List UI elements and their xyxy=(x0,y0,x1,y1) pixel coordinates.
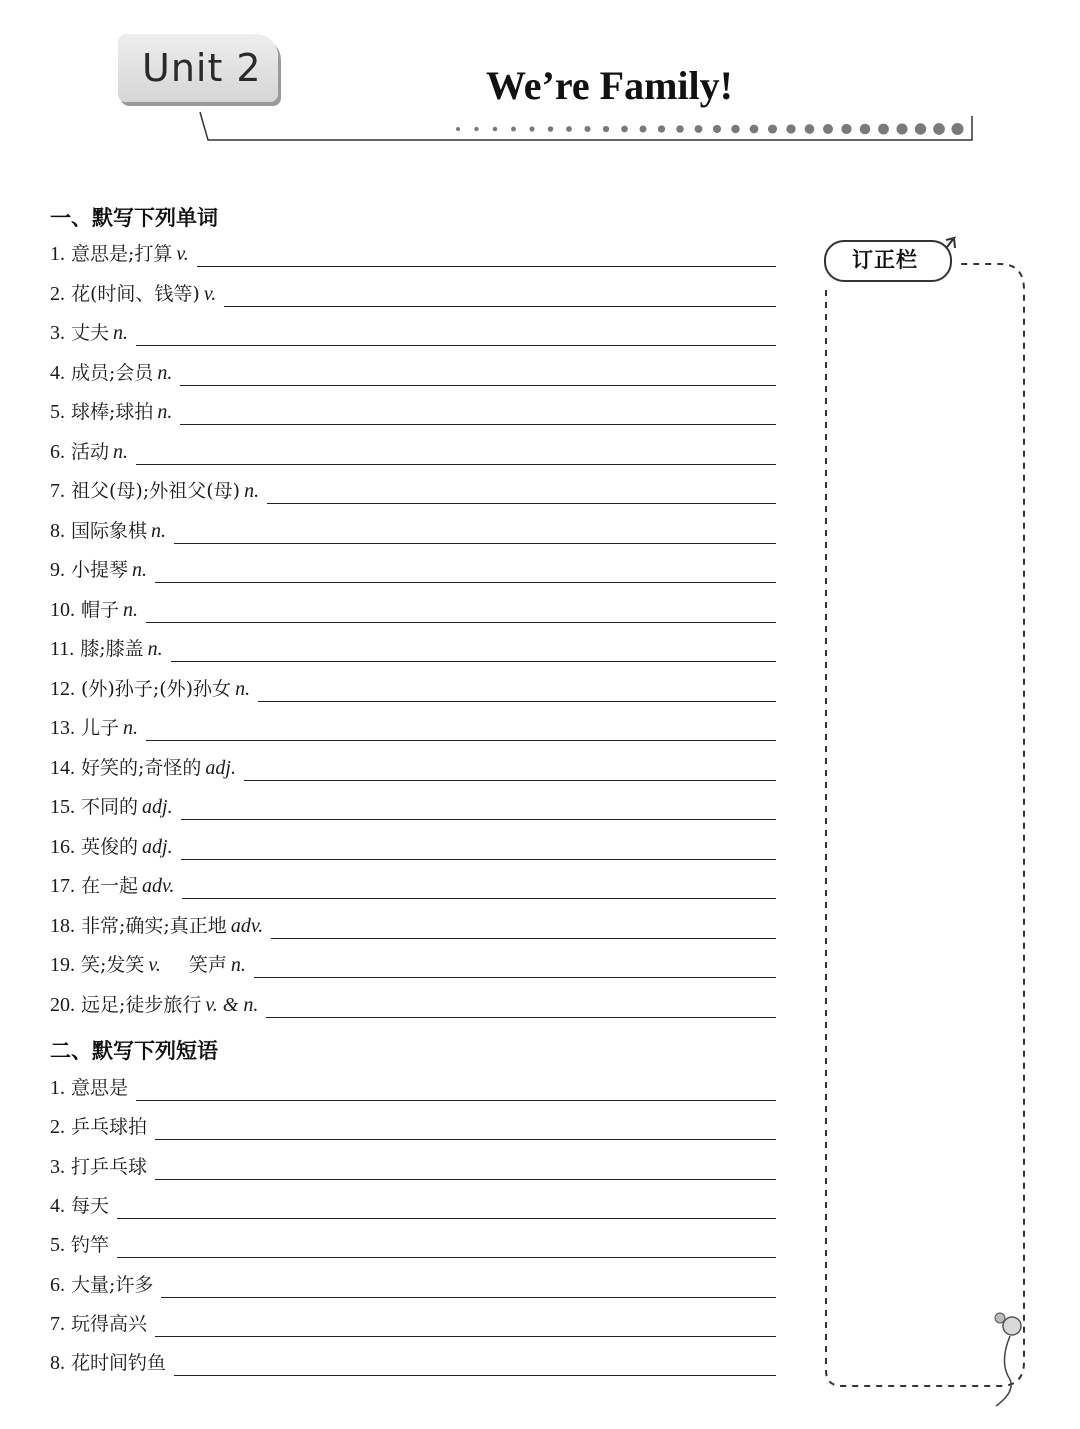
list-item xyxy=(50,1306,147,1336)
dot xyxy=(493,127,498,132)
answer-line[interactable] xyxy=(155,1139,776,1140)
item-part-of-speech: n. xyxy=(244,480,260,502)
answer-line[interactable] xyxy=(266,1017,776,1018)
dot xyxy=(695,125,703,133)
list-item xyxy=(50,868,174,898)
answer-line[interactable] xyxy=(146,740,776,741)
item-chinese: 意思是 xyxy=(71,1077,129,1099)
dot xyxy=(566,126,572,132)
item-number: 3. xyxy=(50,1155,65,1178)
dot xyxy=(456,127,460,131)
dot xyxy=(878,124,889,135)
item-part-of-speech: n. xyxy=(151,519,167,542)
item-number: 8. xyxy=(50,519,65,542)
item-part-of-speech: v. xyxy=(203,282,217,305)
answer-line[interactable] xyxy=(171,661,776,662)
dot xyxy=(933,123,945,135)
list-item xyxy=(50,710,138,740)
item-chinese: 乒乓球拍 xyxy=(71,1116,148,1139)
item-chinese: 钓竿 xyxy=(71,1234,110,1257)
item-chinese: 国际象棋 xyxy=(71,519,148,542)
item-chinese: 好笑的;奇怪的 xyxy=(81,756,202,779)
item-number: 10. xyxy=(50,598,75,621)
list-item xyxy=(50,513,166,543)
list-item xyxy=(50,276,216,306)
item-chinese: 成员;会员 xyxy=(71,361,154,384)
answer-line[interactable] xyxy=(258,701,776,702)
correction-label: 订正栏 xyxy=(852,248,918,272)
dot xyxy=(860,124,871,135)
answer-line[interactable] xyxy=(146,622,776,623)
dot xyxy=(786,124,795,133)
list-item xyxy=(50,592,138,622)
list-item xyxy=(50,236,189,266)
list-item xyxy=(50,473,259,503)
item-number: 7. xyxy=(50,1312,65,1335)
item-part-of-speech: n. xyxy=(132,559,148,581)
item-chinese: 丈夫 xyxy=(71,322,110,344)
list-item xyxy=(50,631,163,661)
answer-line[interactable] xyxy=(267,503,776,504)
item-number: 11. xyxy=(50,638,75,660)
dot xyxy=(731,125,739,133)
item-part-of-speech: n. xyxy=(113,322,129,344)
item-number: 6. xyxy=(50,440,65,463)
item-number: 12. xyxy=(50,677,75,700)
item-part-of-speech: n. xyxy=(147,638,163,660)
answer-line[interactable] xyxy=(136,1100,776,1101)
list-item xyxy=(50,829,173,859)
list-item xyxy=(50,434,128,464)
item-number: 18. xyxy=(50,914,75,937)
dot xyxy=(823,124,833,134)
dot xyxy=(584,126,590,132)
item-number: 14. xyxy=(50,756,75,779)
answer-line[interactable] xyxy=(254,977,776,978)
dot xyxy=(915,123,926,134)
list-item xyxy=(50,552,147,582)
correction-box xyxy=(826,264,1024,1386)
answer-line[interactable] xyxy=(181,819,776,820)
item-part-of-speech: adv. xyxy=(142,875,175,897)
list-item xyxy=(50,1267,153,1297)
item-chinese: 在一起 xyxy=(81,875,139,897)
item-number: 13. xyxy=(50,717,75,739)
answer-line[interactable] xyxy=(224,306,776,307)
answer-line[interactable] xyxy=(181,859,776,860)
list-item xyxy=(50,1345,166,1375)
item-part-of-speech: n. xyxy=(235,677,251,700)
item-number: 20. xyxy=(50,993,75,1016)
item-chinese: 非常;确实;真正地 xyxy=(81,914,227,937)
item-chinese: 祖父(母);外祖父(母) xyxy=(71,480,241,502)
item-number: 8. xyxy=(50,1352,65,1375)
item-chinese: 每天 xyxy=(71,1194,110,1217)
dot xyxy=(548,126,553,131)
item-part-of-speech: adv. xyxy=(230,914,264,937)
item-number: 16. xyxy=(50,835,75,858)
answer-line[interactable] xyxy=(180,424,776,425)
dot xyxy=(658,125,665,132)
item-chinese: 意思是;打算 xyxy=(71,243,173,265)
header-dots-decoration xyxy=(456,123,964,135)
list-item xyxy=(50,394,172,424)
section-1-title: 一、默写下列单词 xyxy=(50,206,218,230)
item-chinese: 笑;发笑 xyxy=(81,954,145,976)
item-number: 5. xyxy=(50,401,65,423)
item-part-of-speech: adj. xyxy=(142,835,173,858)
answer-line[interactable] xyxy=(136,345,776,346)
item-part-of-speech: adj. xyxy=(205,756,236,779)
item-chinese: 不同的 xyxy=(81,796,139,818)
item-number: 6. xyxy=(50,1273,65,1296)
list-item xyxy=(50,789,173,819)
answer-line[interactable] xyxy=(155,582,776,583)
answer-line[interactable] xyxy=(174,1375,776,1376)
dot xyxy=(896,123,907,134)
list-item xyxy=(50,1149,147,1179)
dot xyxy=(768,124,777,133)
list-item xyxy=(50,947,246,977)
item-chinese: 英俊的 xyxy=(81,835,139,858)
item-chinese-2: 笑声 xyxy=(188,954,227,976)
item-number: 5. xyxy=(50,1234,65,1257)
item-part-of-speech: n. xyxy=(157,361,173,384)
answer-line[interactable] xyxy=(155,1179,776,1180)
dot xyxy=(474,127,478,131)
list-item xyxy=(50,987,258,1017)
item-number: 3. xyxy=(50,322,65,344)
answer-line[interactable] xyxy=(174,543,776,544)
item-number: 1. xyxy=(50,1077,65,1099)
unit-label: Unit 2 xyxy=(142,46,262,90)
item-chinese: 打乒乓球 xyxy=(71,1155,148,1178)
list-item xyxy=(50,671,250,701)
item-chinese: 球棒;球拍 xyxy=(71,401,154,423)
answer-line[interactable] xyxy=(182,898,776,899)
dot xyxy=(511,127,516,132)
item-chinese: 花时间钓鱼 xyxy=(71,1352,167,1375)
item-chinese: 花(时间、钱等) xyxy=(71,282,200,305)
item-part-of-speech: v. & n. xyxy=(205,993,259,1016)
dot xyxy=(621,126,628,133)
list-item xyxy=(50,750,236,780)
item-number: 15. xyxy=(50,796,75,818)
dot xyxy=(805,124,815,134)
list-item xyxy=(50,1227,109,1257)
header-rule xyxy=(200,112,972,140)
item-part-of-speech: n. xyxy=(123,717,139,739)
answer-line[interactable] xyxy=(117,1218,776,1219)
dot xyxy=(529,126,534,131)
item-chinese: 儿子 xyxy=(81,717,120,739)
dot xyxy=(676,125,684,133)
answer-line[interactable] xyxy=(271,938,776,939)
list-item xyxy=(50,355,172,385)
answer-line[interactable] xyxy=(117,1257,776,1258)
item-part-of-speech: v. xyxy=(176,243,189,265)
list-item xyxy=(50,1070,128,1100)
item-part-of-speech: v. xyxy=(148,954,161,976)
item-number: 2. xyxy=(50,282,65,305)
item-chinese: 活动 xyxy=(71,440,110,463)
list-item xyxy=(50,1188,109,1218)
item-part-of-speech-2: n. xyxy=(230,954,246,976)
answer-line[interactable] xyxy=(155,1336,776,1337)
item-chinese: 玩得高兴 xyxy=(71,1312,148,1335)
page-title: We’re Family! xyxy=(486,63,733,108)
dot xyxy=(952,123,964,135)
answer-line[interactable] xyxy=(197,266,776,267)
list-item xyxy=(50,1109,147,1139)
list-item xyxy=(50,908,263,938)
answer-line[interactable] xyxy=(180,385,776,386)
dot xyxy=(713,125,721,133)
answer-line[interactable] xyxy=(244,780,776,781)
item-chinese: 帽子 xyxy=(81,598,120,621)
answer-line[interactable] xyxy=(136,464,776,465)
list-item xyxy=(50,315,128,345)
item-number: 4. xyxy=(50,361,65,384)
flower-icon xyxy=(995,1313,1021,1406)
item-chinese: 膝;膝盖 xyxy=(80,638,144,660)
dot xyxy=(640,126,647,133)
item-part-of-speech: adj. xyxy=(142,796,173,818)
item-number: 1. xyxy=(50,243,65,265)
dot xyxy=(750,125,759,134)
item-number: 7. xyxy=(50,480,65,502)
section-2-title: 二、默写下列短语 xyxy=(50,1039,218,1063)
item-chinese: 小提琴 xyxy=(71,559,129,581)
item-number: 17. xyxy=(50,875,75,897)
item-part-of-speech: n. xyxy=(113,440,129,463)
item-number: 4. xyxy=(50,1194,65,1217)
item-part-of-speech: n. xyxy=(123,598,139,621)
answer-line[interactable] xyxy=(161,1297,776,1298)
item-chinese: (外)孙子;(外)孙女 xyxy=(81,677,232,700)
dot xyxy=(603,126,609,132)
item-number: 19. xyxy=(50,954,75,976)
item-number: 9. xyxy=(50,559,65,581)
item-number: 2. xyxy=(50,1116,65,1139)
item-chinese: 远足;徒步旅行 xyxy=(81,993,202,1016)
item-chinese: 大量;许多 xyxy=(71,1273,154,1296)
dot xyxy=(841,124,851,134)
item-part-of-speech: n. xyxy=(157,401,173,423)
